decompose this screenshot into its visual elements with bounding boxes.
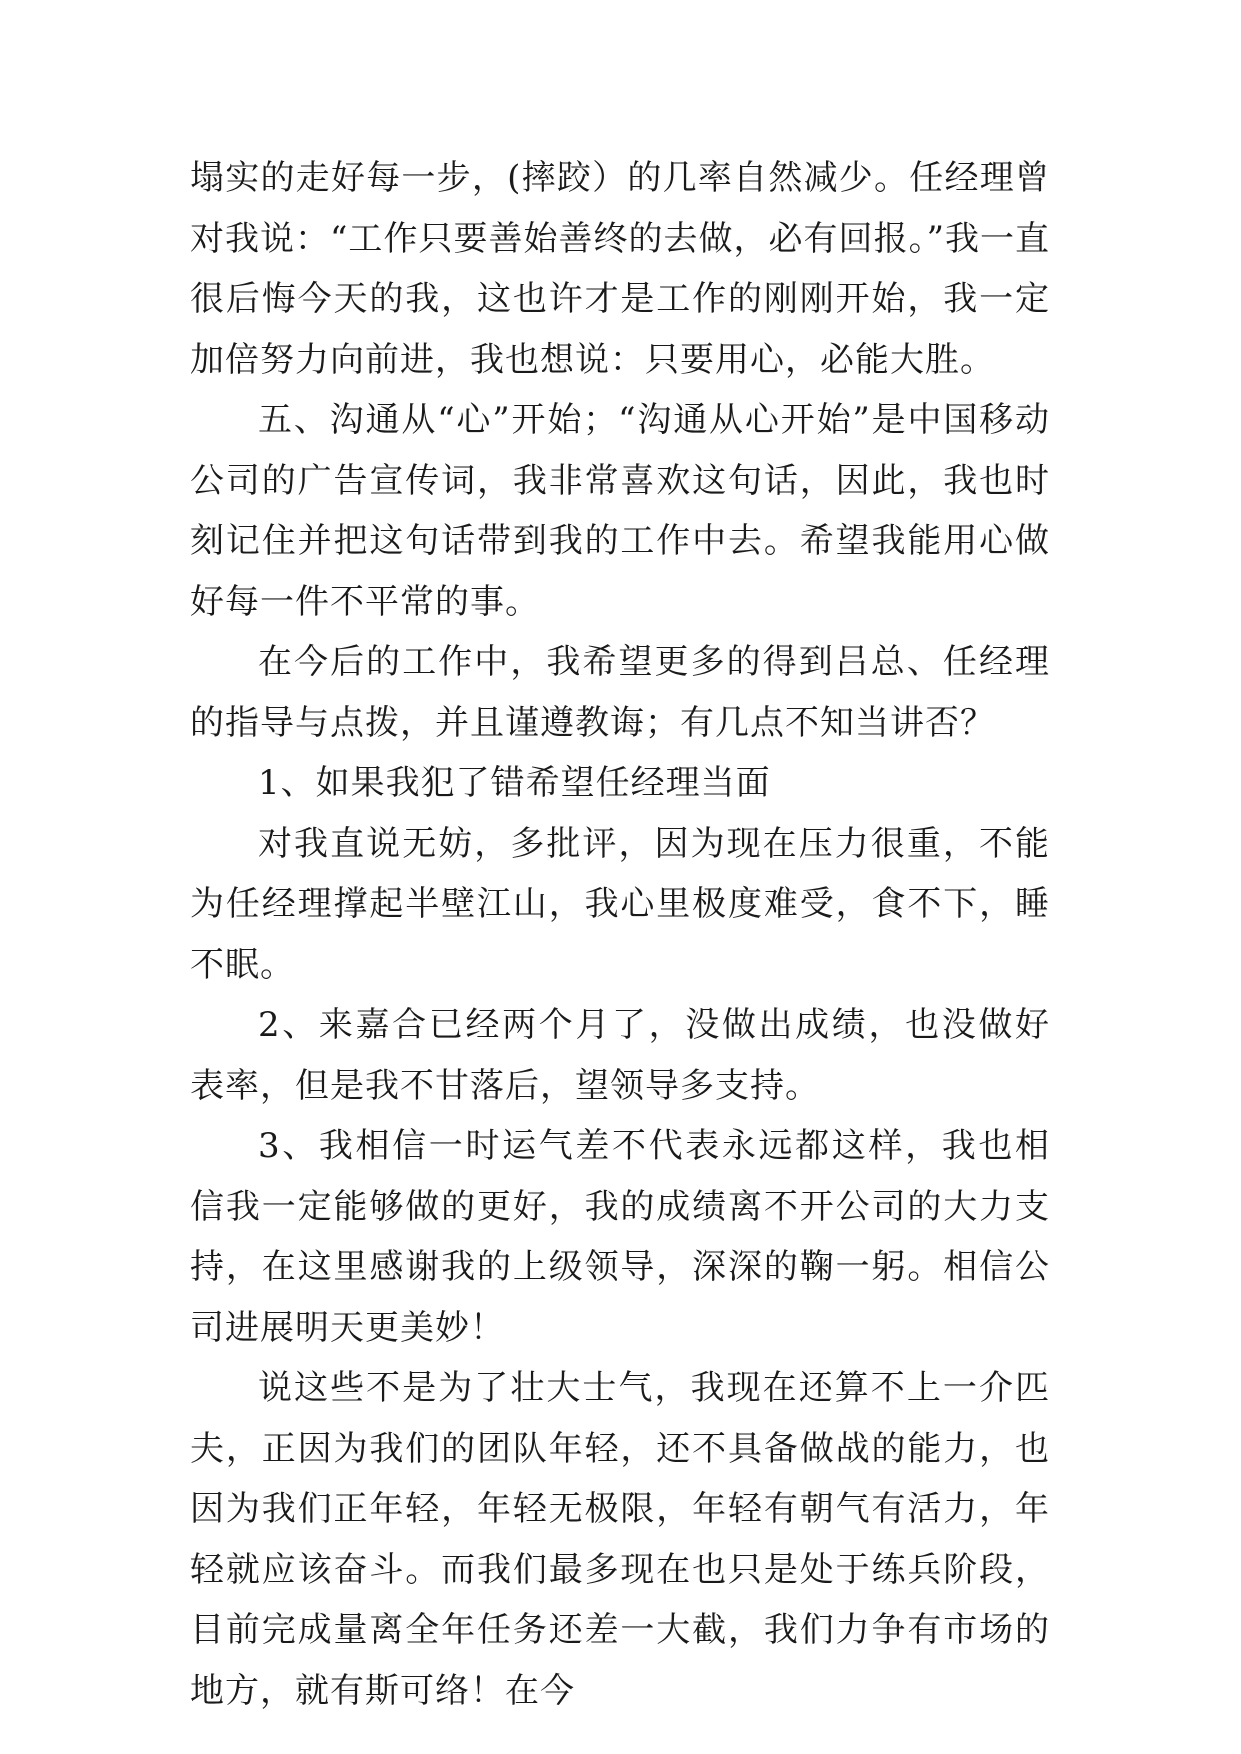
paragraph-2: 五、沟通从“心”开始；“沟通从心开始”是中国移动公司的广告宣传词，我非常喜欢这句话，因此，我也时刻记住并把这句话带到我的工作中去。希望我能用心做好每一件不平常的事。: [190, 400, 1050, 622]
body-text: [190, 148, 1050, 1721]
paragraph-4: 1、如果我犯了错希望任经理当面: [258, 763, 771, 803]
paragraph-3: 在今后的工作中，我希望更多的得到吕总、任经理的指导与点拨，并且谨遵教诲；有几点不知当讲否？: [190, 642, 1050, 743]
paragraph-1: 塌实的走好每一步，(摔跤）的几率自然减少。任经理曾对我说：“工作只要善始善终的去做，必有回报。”我一直很后悔今天的我，这也许才是工作的刚刚开始，我一定加倍努力向前进，我也想说：只要用心，必能大胜。: [190, 158, 1050, 380]
paragraph-8: 说这些不是为了壮大士气，我现在还算不上一介匹夫，正因为我们的团队年轻，还不具备做战的能力，也因为我们正年轻，年轻无极限，年轻有朝气有活力，年轻就应该奋斗。而我们最多现在也只是处于练兵阶段，目前完成量离全年任务还差一大截，我们力争有市场的地方，就有斯可络！在今: [190, 1368, 1050, 1711]
paragraph-6: 2、来嘉合已经两个月了，没做出成绩，也没做好表率，但是我不甘落后，望领导多支持。: [190, 1005, 1050, 1106]
paragraph-5: 对我直说无妨，多批评，因为现在压力很重，不能为任经理撑起半壁江山，我心里极度难受，食不下，睡不眠。: [190, 823, 1050, 985]
paragraph-7: 3、我相信一时运气差不代表永远都这样，我也相信我一定能够做的更好，我的成绩离不开公司的大力支持，在这里感谢我的上级领导，深深的鞠一躬。相信公司进展明天更美妙！: [190, 1126, 1050, 1348]
